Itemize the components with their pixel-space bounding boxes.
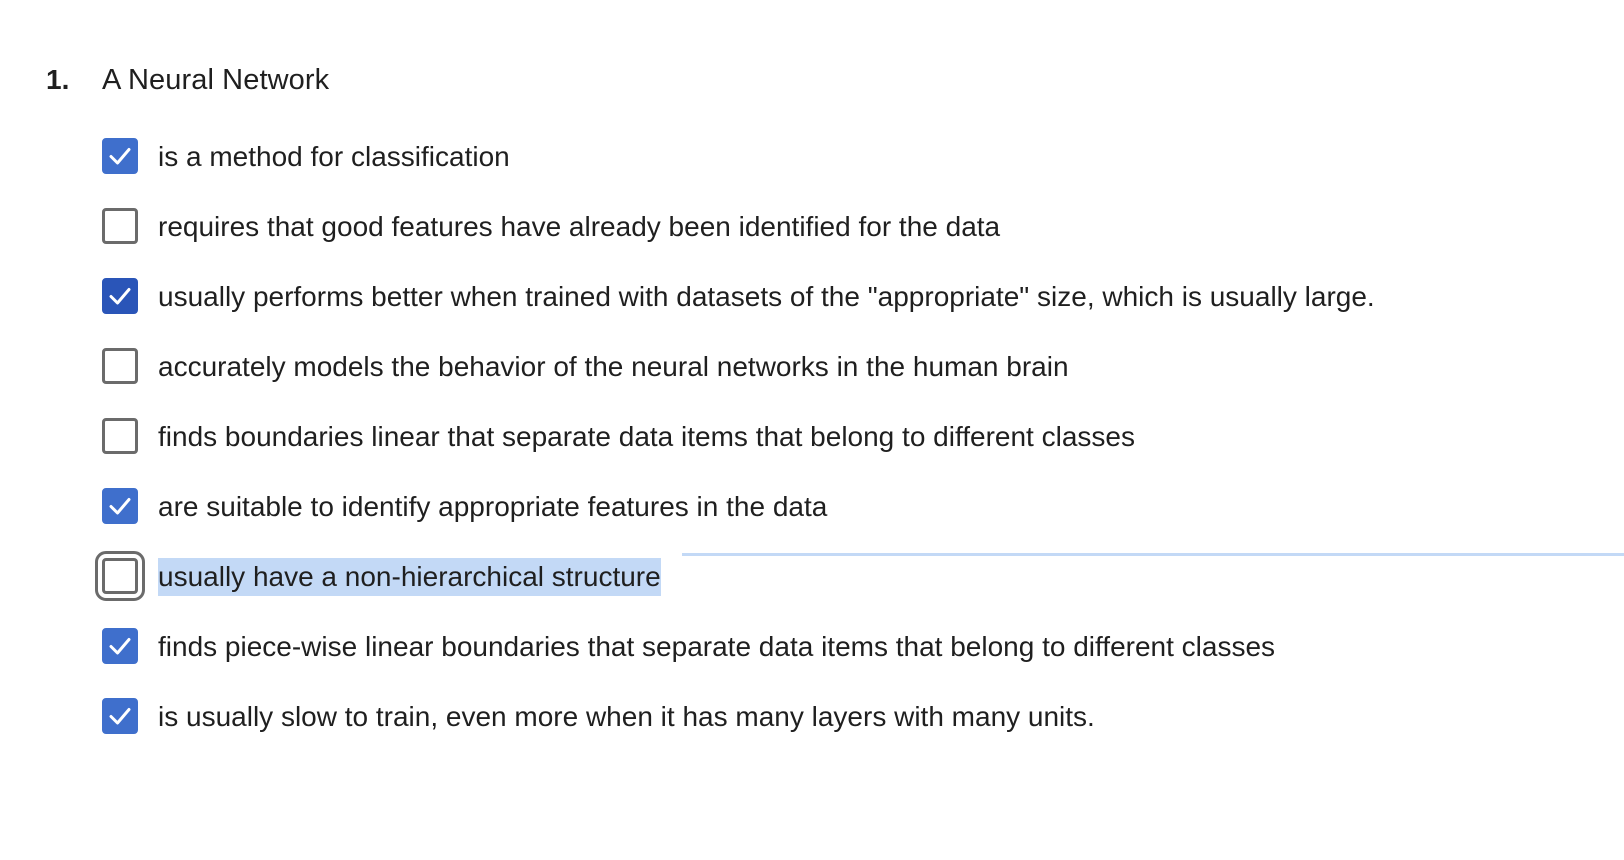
option-checkbox[interactable]	[102, 488, 138, 524]
answer-options-list	[102, 138, 1375, 768]
option-checkbox[interactable]	[102, 418, 138, 454]
answer-option	[102, 488, 1375, 558]
option-checkbox[interactable]	[102, 558, 138, 594]
answer-option	[102, 278, 1375, 348]
question-title: A Neural Network	[102, 63, 330, 96]
option-checkbox[interactable]	[102, 628, 138, 664]
option-checkbox[interactable]	[102, 698, 138, 734]
option-label[interactable]: usually have a non-hierarchical structure	[158, 558, 661, 596]
answer-option	[102, 558, 1375, 628]
question-header	[46, 60, 329, 100]
option-checkbox[interactable]	[102, 138, 138, 174]
answer-option	[102, 348, 1375, 418]
option-label[interactable]: requires that good features have already been identified for the data	[158, 211, 1001, 242]
check-icon	[107, 493, 133, 519]
check-icon	[107, 703, 133, 729]
answer-option	[102, 208, 1375, 278]
option-checkbox[interactable]	[102, 278, 138, 314]
check-icon	[107, 283, 133, 309]
option-checkbox[interactable]	[102, 348, 138, 384]
answer-option	[102, 628, 1375, 698]
answer-option	[102, 698, 1375, 768]
option-label[interactable]: finds piece-wise linear boundaries that separate data items that belong to different classes	[158, 631, 1276, 662]
option-label[interactable]: usually performs better when trained with datasets of the "appropriate" size, which is usually large.	[158, 281, 1375, 312]
answer-option	[102, 138, 1375, 208]
option-label[interactable]: are suitable to identify appropriate features in the data	[158, 491, 828, 522]
option-label[interactable]: finds boundaries linear that separate data items that belong to different classes	[158, 421, 1135, 452]
answer-option	[102, 418, 1375, 488]
option-label[interactable]: is a method for classification	[158, 141, 510, 172]
option-checkbox[interactable]	[102, 208, 138, 244]
check-icon	[107, 633, 133, 659]
question-number: 1.	[46, 64, 70, 95]
option-label[interactable]: is usually slow to train, even more when it has many layers with many units.	[158, 701, 1095, 732]
check-icon	[107, 143, 133, 169]
option-label[interactable]: accurately models the behavior of the neural networks in the human brain	[158, 351, 1069, 382]
